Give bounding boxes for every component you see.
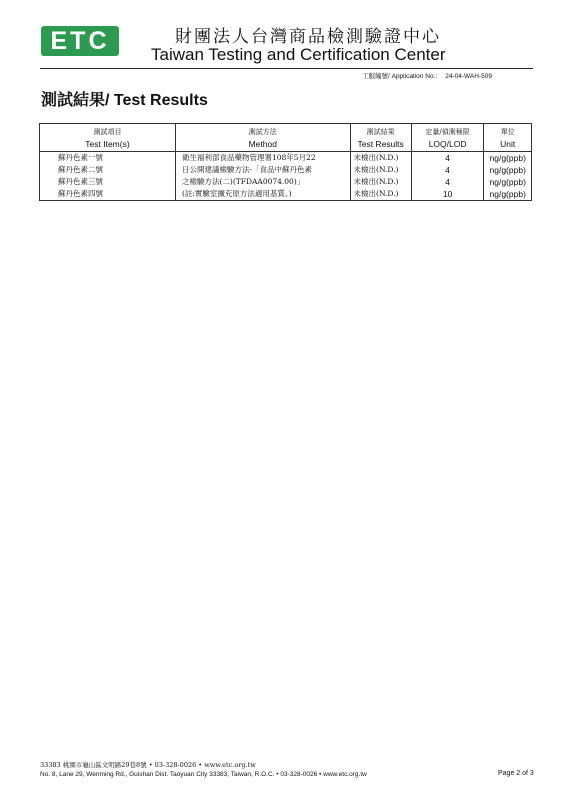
table-body-row [40, 152, 532, 201]
loq-cell [411, 152, 484, 201]
header-loq-lod [411, 124, 484, 152]
header-label-en: Test Item(s) [85, 138, 130, 149]
header-label-zh: 測試結果 [366, 127, 395, 136]
header-label-en: Unit [500, 138, 516, 149]
footer-address-en: No. 8, Lane 29, Wenming Rd., Guishan Dist. Taoyuan City 33383, Taiwan, R.O.C. • 03-328-0026 • www.etc.org.tw [40, 771, 367, 778]
loq-value: 4 [445, 165, 450, 175]
header-label-en: Method [248, 138, 277, 149]
test-item: 蘇丹色素一號 [58, 153, 103, 162]
footer-address-zh: 33383 桃園市龜山區文明路29巷8號 • 03-328-0026 • www.etc.org.tw [40, 761, 256, 769]
page-number: Page 2 of 3 [498, 770, 534, 777]
application-label: 工服編號/ Application No.: [362, 73, 438, 80]
header-label-en: LOQ/LOD [428, 138, 467, 149]
header-label-zh: 測試項目 [93, 127, 122, 136]
header-test-results [350, 124, 411, 152]
logo-text: ETC [50, 27, 110, 55]
unit-value: ng/g(ppb) [489, 153, 526, 163]
section-title: 測試結果/ Test Results [41, 92, 208, 109]
header-label-zh: 單位 [500, 127, 515, 136]
test-items-cell [40, 152, 176, 201]
test-item: 蘇丹色素三號 [58, 177, 103, 186]
unit-cell [484, 152, 532, 201]
table-header-row [40, 124, 532, 152]
test-result: 未檢出(N.D.) [353, 189, 399, 198]
method-line: 之檢驗方法(二)(TFDAA0074.00)」 [181, 177, 305, 186]
header-label-zh: 定量/偵測極限 [425, 127, 470, 136]
header-divider [40, 68, 533, 69]
header-test-item [40, 124, 176, 152]
test-item: 蘇丹色素二號 [58, 165, 103, 174]
loq-value: 4 [445, 153, 450, 163]
method-line: 衛生福利部食品藥物管理署108年5月22 [181, 153, 316, 162]
method-line: (註:實驗室擴充原方法適用基質。) [181, 189, 292, 198]
header-method [175, 124, 350, 152]
results-cell [350, 152, 411, 201]
test-result: 未檢出(N.D.) [353, 177, 399, 186]
unit-value: ng/g(ppb) [489, 165, 526, 175]
loq-value: 4 [445, 177, 450, 187]
results-table [39, 123, 532, 201]
etc-logo [41, 26, 119, 56]
test-result: 未檢出(N.D.) [353, 153, 399, 162]
method-cell [175, 152, 350, 201]
header-unit [484, 124, 532, 152]
org-name-en: Taiwan Testing and Certification Center [151, 45, 446, 64]
loq-value: 10 [442, 189, 453, 199]
test-result: 未檢出(N.D.) [353, 165, 399, 174]
test-item: 蘇丹色素四號 [58, 189, 103, 198]
org-name-zh: 財團法人台灣商品檢測驗證中心 [175, 27, 441, 47]
unit-value: ng/g(ppb) [489, 177, 526, 187]
header-label-zh: 測試方法 [248, 127, 277, 136]
unit-value: ng/g(ppb) [489, 189, 526, 199]
application-number [362, 71, 492, 80]
header-label-en: Test Results [357, 138, 404, 149]
application-value: 24-04-WAH-509 [445, 73, 492, 80]
method-line: 日公開建議檢驗方法-「食品中蘇丹色素 [181, 165, 313, 174]
